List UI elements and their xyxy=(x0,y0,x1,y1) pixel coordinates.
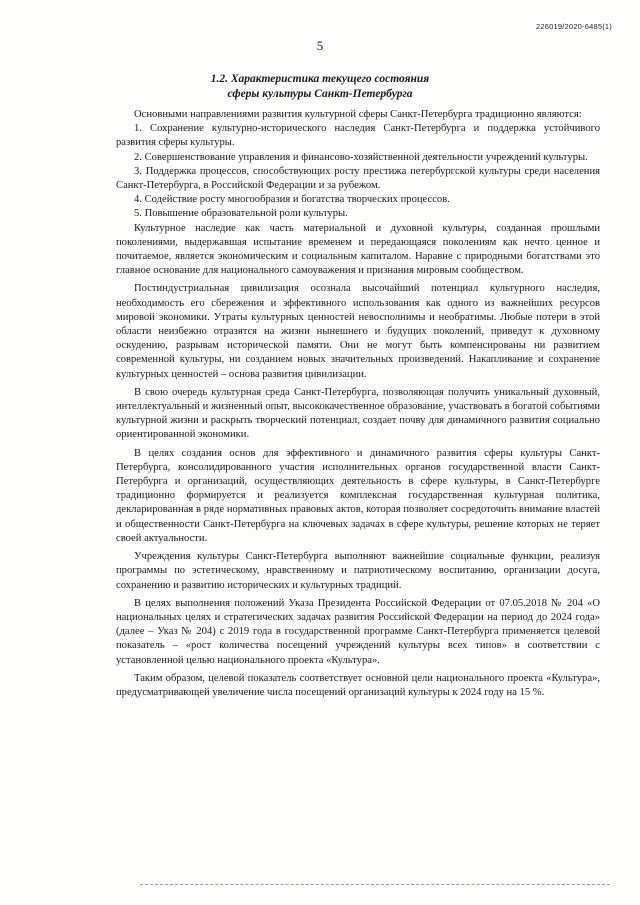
list-item: 5. Повышение образовательной роли культуры. xyxy=(134,208,348,220)
paragraph: В целях создания основ для эффективного и динамичного развития сферы культуры Санкт-Петербурга, консолидированного участия исполнительных органов государственной власти Санкт-Петербурга и организаций, осуществляющих деятельность в сфере культуры, в Санкт-Петербурге традиционно формируется и реализуется комплексная государственная культурная политика, декларированная в ряде нормативных правовых актов, которая позволяет сосредоточить внимание властей и общественности Санкт-Петербурга на ключевых задачах в сфере культуры, решение которых не теряет своей актуальности. xyxy=(116,447,600,544)
section-heading-line-1: 1.2. Характеристика текущего состояния xyxy=(210,73,430,85)
paragraph: Культурное наследие как часть материальной и духовной культуры, созданная прошлыми поколениями, выдержавшая испытание временем и передающаяся поколениям как нечто ценное и почитаемое, является экономическим и социальным капиталом. Наравне с природными богатствами это главное основание для национального самоуважения и признания мировым сообществом. xyxy=(116,222,600,277)
list-item: 4. Содействие росту многообразия и богатства творческих процессов. xyxy=(134,194,450,206)
list-item: 2. Совершенствование управления и финансово-хозяйственной деятельности учреждений культуры. xyxy=(134,151,588,163)
paragraph: Постиндустриальная цивилизация осознала высочайший потенциал культурного наследия, необходимость его сбережения и эффективного использования как одного из важнейших ресурсов мировой экономики. Утраты культурных ценностей невосполнимы и необратимы. Любые потери в этой области неизбежно отразятся на жизни нынешнего и будущих поколений, приведут к духовному оскудению, разрывам исторической памяти. Они не могут быть компенсированы ни развитием современной культуры, ни созданием новых значительных произведений. Накапливание и сохранение культурных ценностей – основа развития цивилизации. xyxy=(116,283,600,380)
list-item: 3. Поддержка процессов, способствующих росту престижа петербургской культуры среди населения Санкт-Петербурга, в Российской Федерации и за рубежом. xyxy=(116,165,600,192)
paragraph: Таким образом, целевой показатель соответствует основной цели национального проекта «Культура», предусматривающей увеличение числа посещений организаций культуры к 2024 году на 15 %. xyxy=(116,672,600,698)
paragraph: В целях выполнения положений Указа Президента Российской Федерации от 07.05.2018 № 204 «О национальных целях и стратегических задачах развития Российской Федерации на период до 2024 года» (далее – Указ № 204) с 2019 года в государственной программе Санкт-Петербурга применяется целевой показатель – «рост количества посещений учреждений культуры всех типов» в соответствии с установленной целью национального проекта «Культура». xyxy=(116,597,600,666)
document-body xyxy=(116,108,600,700)
footer-divider xyxy=(140,884,610,885)
paragraph: В свою очередь культурная среда Санкт-Петербурга, позволяющая получить уникальный духовный, интеллектуальный и жизненный опыт, высококачественное образование, участвовать в богатой событиями культурной жизни и раскрыть творческий потенциал, создает почву для динамичного развития социально ориентированной экономики. xyxy=(116,386,600,441)
paragraph: Учреждения культуры Санкт-Петербурга выполняют важнейшие социальные функции, реализуя программы по эстетическому, нравственному и патриотическому воспитанию, организации досуга, сохранению и развитию исторических и культурных традиций. xyxy=(116,551,600,591)
page-number: 5 xyxy=(316,38,324,53)
document-id: 226019/2020-6485(1) xyxy=(536,22,612,31)
section-heading-line-2: сферы культуры Санкт-Петербурга xyxy=(227,88,413,100)
section-heading xyxy=(0,72,640,102)
list-item: 1. Сохранение культурно-исторического наследия Санкт-Петербурга и поддержка устойчивого развития сферы культуры. xyxy=(116,123,600,149)
paragraph: Основными направлениями развития культурной сферы Санкт-Петербурга традиционно являются: xyxy=(134,109,582,120)
